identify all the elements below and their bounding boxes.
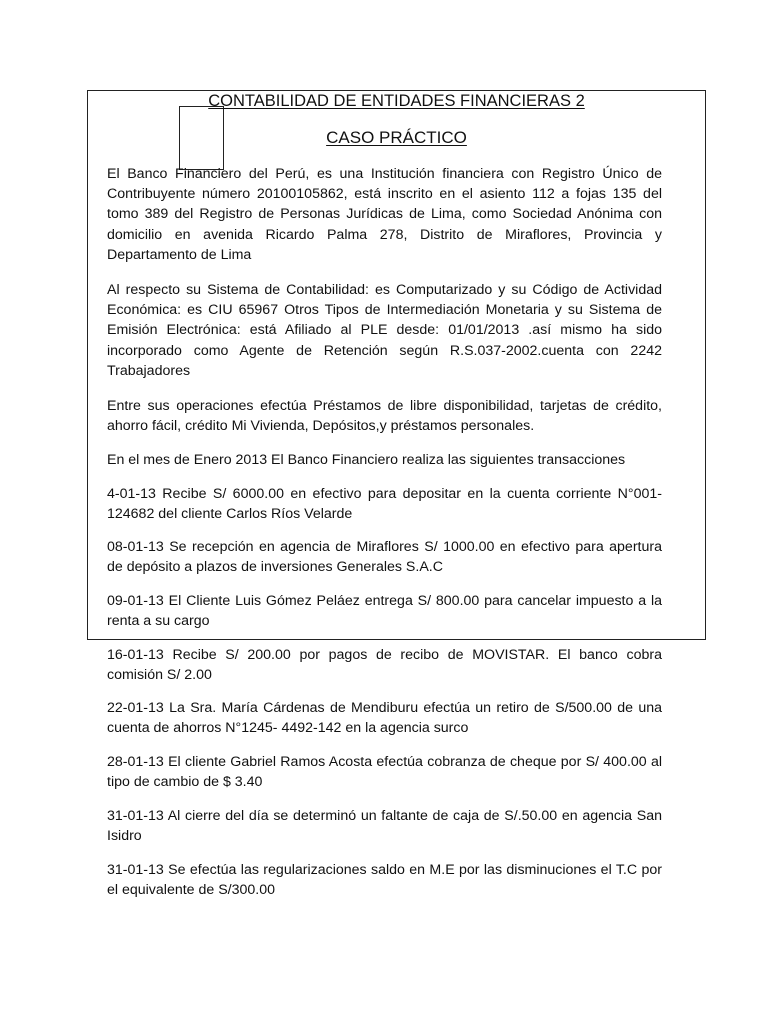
transaction-item: 28-01-13 El cliente Gabriel Ramos Acosta efectúa cobranza de cheque por S/ 400.00 al tipo de cambio de $ 3.40 — [107, 754, 662, 791]
transaction-item: 22-01-13 La Sra. María Cárdenas de Mendiburu efectúa un retiro de S/500.00 de una cuenta de ahorros N°1245- 4492-142 en la agencia surco — [107, 700, 662, 737]
accounting-system-paragraph: Al respecto su Sistema de Contabilidad: es Computarizado y su Código de Actividad Económica: es CIU 65967 Otros Tipos de Intermediación Monetaria y su Sistema de Emisión Electrónica: está Afiliado al PLE desde: 01/01/2013 .así mismo ha sido incorporado como Agente de Retención según R.S.037-2002.cuenta con 2242 Trabajadores — [107, 282, 662, 379]
transaction-item: 16-01-13 Recibe S/ 200.00 por pagos de recibo de MOVISTAR. El banco cobra comisión S/ 2.00 — [107, 647, 662, 684]
transaction-item: 08-01-13 Se recepción en agencia de Miraflores S/ 1000.00 en efectivo para apertura de depósito a plazos de inversiones Generales S.A.C — [107, 539, 662, 576]
transaction-item: 31-01-13 Se efectúa las regularizaciones saldo en M.E por las disminuciones el T.C por el equivalente de S/300.00 — [107, 862, 662, 899]
transaction-item: 09-01-13 El Cliente Luis Gómez Peláez entrega S/ 800.00 para cancelar impuesto a la renta a su cargo — [107, 593, 662, 630]
transaction-item: 4-01-13 Recibe S/ 6000.00 en efectivo para depositar en la cuenta corriente N°001-124682 del cliente Carlos Ríos Velarde — [107, 486, 662, 523]
document-subheading: CASO PRÁCTICO — [326, 128, 467, 147]
operations-paragraph: Entre sus operaciones efectúa Préstamos de libre disponibilidad, tarjetas de crédito, ahorro fácil, crédito Mi Vivienda, Depósitos,y préstamos personales. — [107, 398, 662, 435]
transaction-item: 31-01-13 Al cierre del día se determinó un faltante de caja de S/.50.00 en agencia San Isidro — [107, 808, 662, 845]
intro-paragraph: El Banco Financiero del Perú, es una Institución financiera con Registro Único de Contribuyente número 20100105862, está inscrito en el asiento 112 a fojas 135 del tomo 389 del Registro de Personas Jurídicas de Lima, como Sociedad Anónima con domicilio en avenida Ricardo Palma 278, Distrito de Miraflores, Provincia y Departamento de Lima — [107, 166, 662, 263]
document-heading: CONTABILIDAD DE ENTIDADES FINANCIERAS 2 — [208, 92, 585, 110]
transactions-intro: En el mes de Enero 2013 El Banco Financiero realiza las siguientes transacciones — [107, 452, 626, 468]
